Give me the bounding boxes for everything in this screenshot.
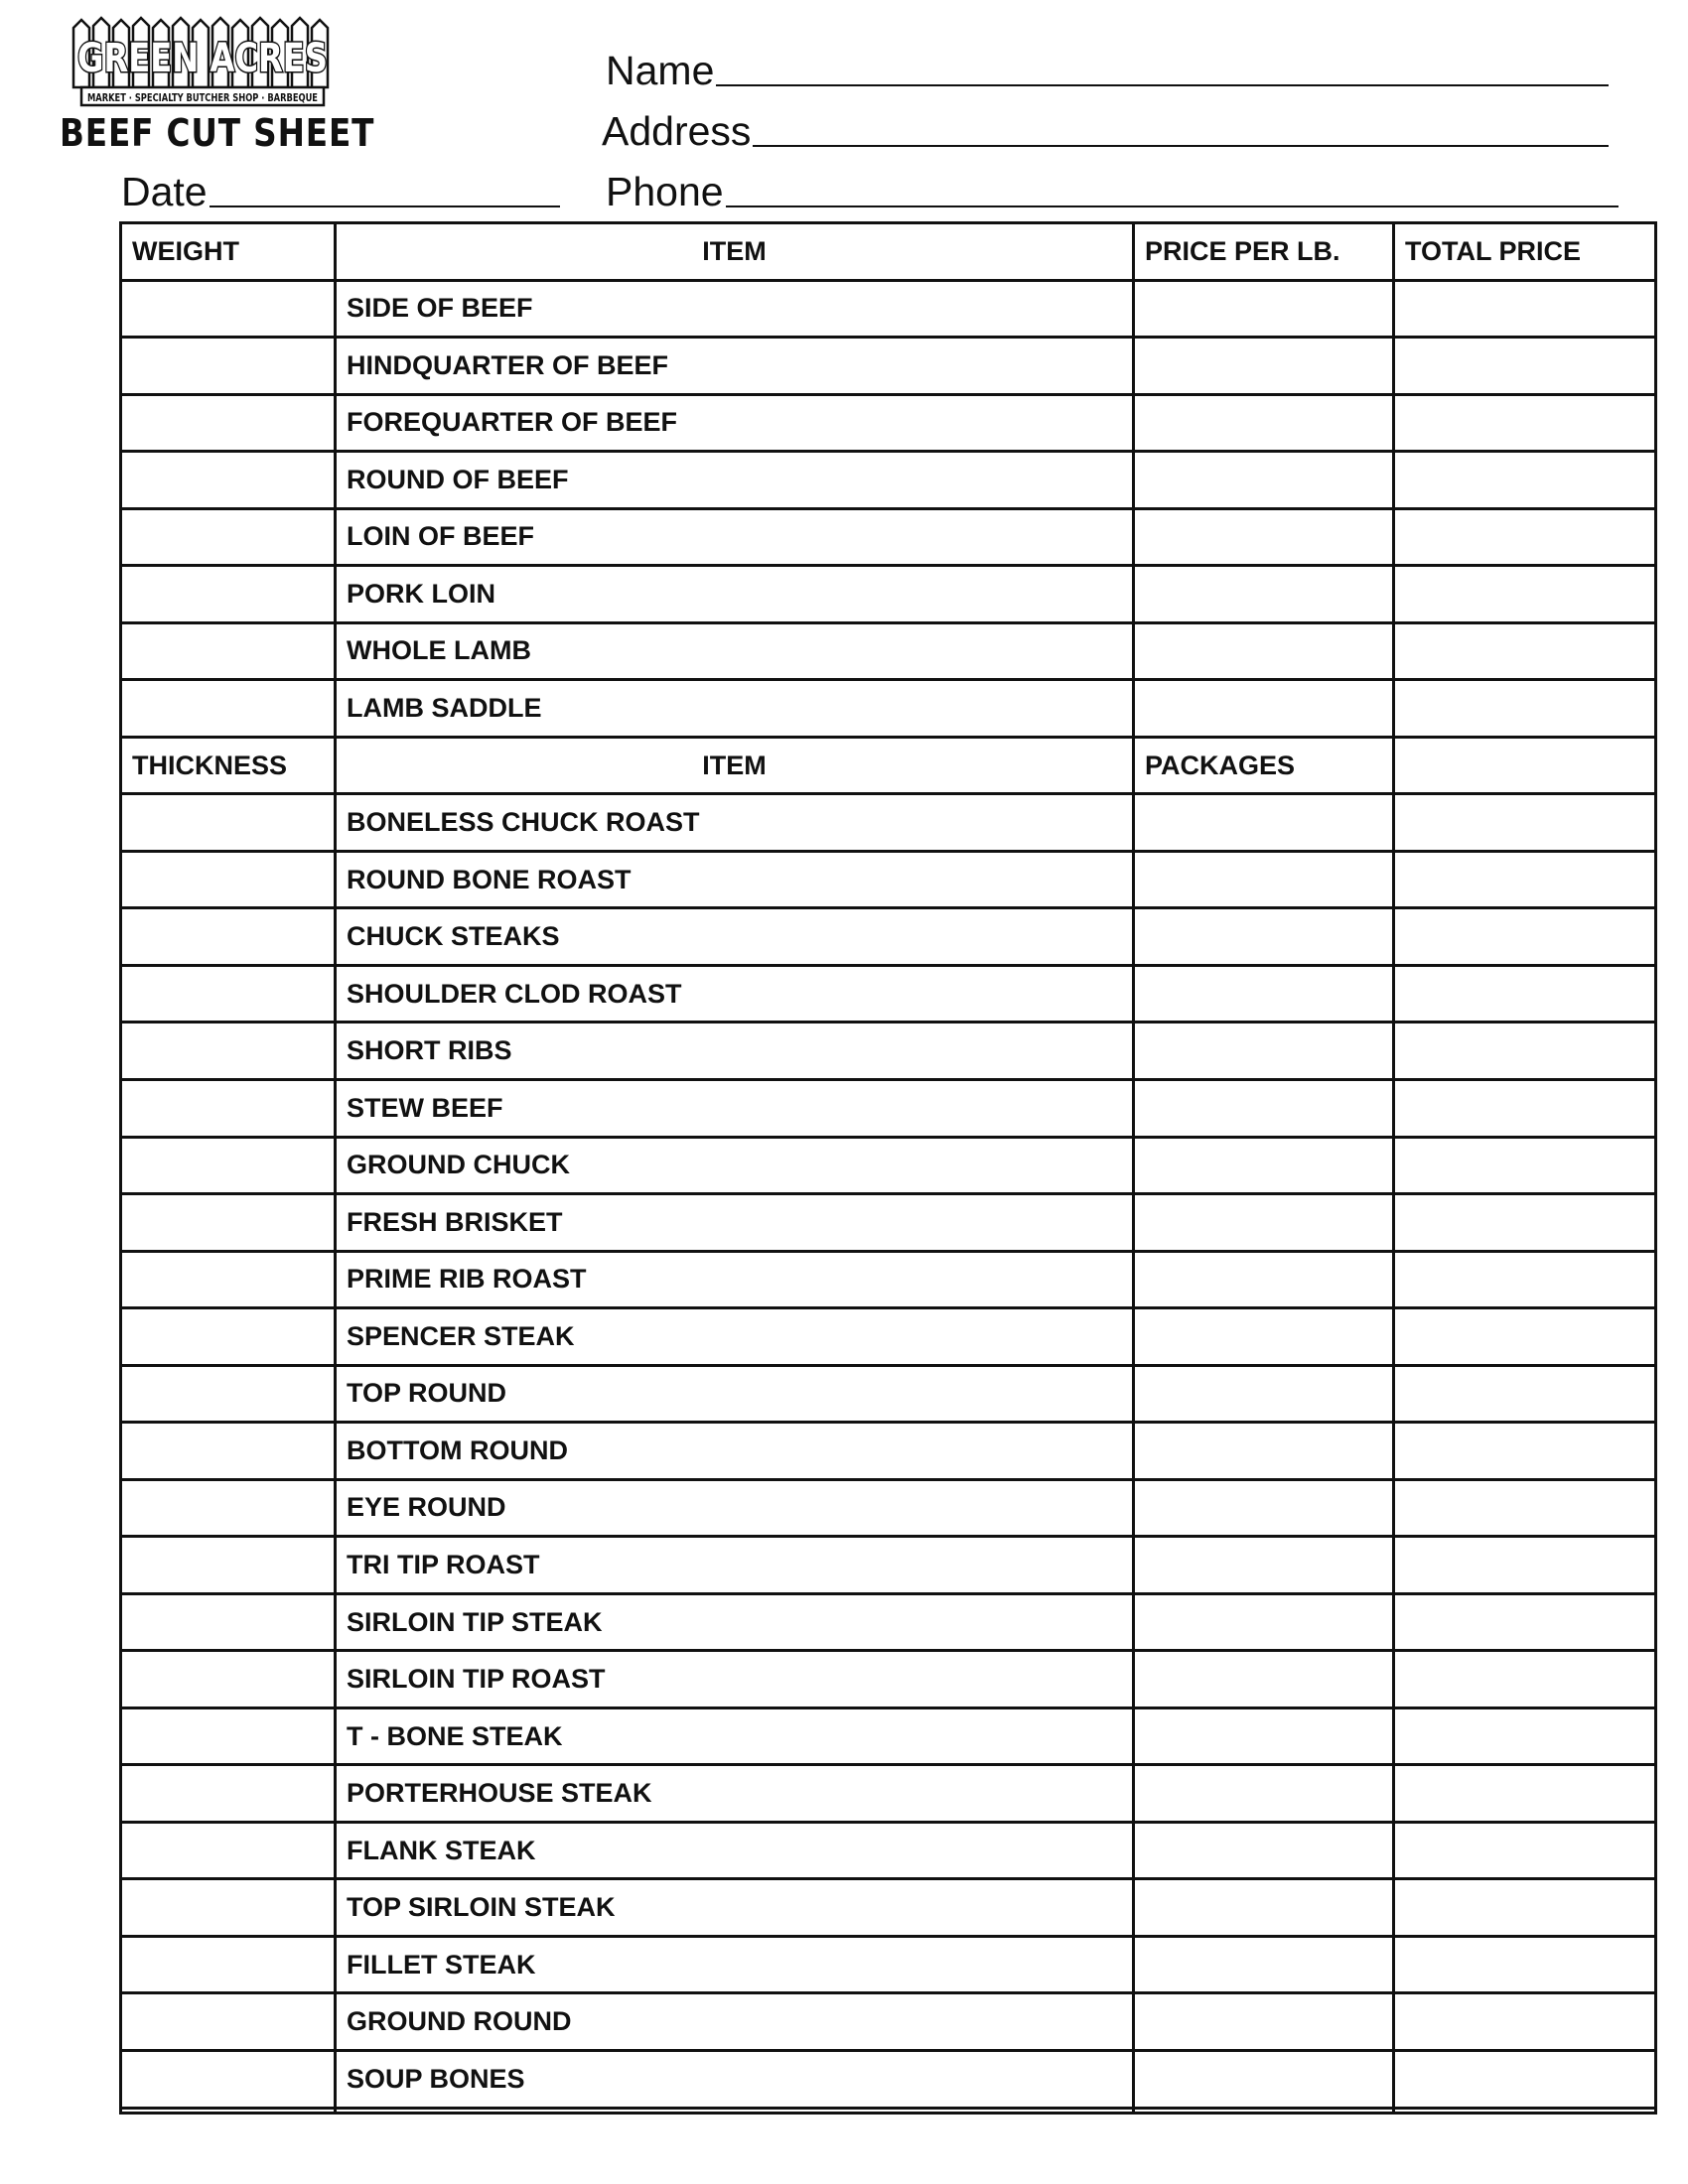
extra-cell[interactable]: [1394, 965, 1656, 1023]
thickness-cell[interactable]: [121, 1822, 336, 1879]
extra-cell[interactable]: [1394, 1822, 1656, 1879]
extra-cell[interactable]: [1394, 1537, 1656, 1594]
thickness-cell[interactable]: [121, 1137, 336, 1194]
weight-cell[interactable]: [121, 394, 336, 452]
item-name: SIDE OF BEEF: [336, 280, 1134, 338]
item-name: FILLET STEAK: [336, 1936, 1134, 1993]
total-price-cell[interactable]: [1394, 280, 1656, 338]
thickness-cell[interactable]: [121, 794, 336, 852]
table-row: [121, 566, 1656, 623]
thickness-cell[interactable]: [121, 1079, 336, 1137]
table-row: [121, 394, 1656, 452]
item-name: ROUND OF BEEF: [336, 452, 1134, 509]
name-label: Name: [606, 48, 715, 93]
price-per-lb-cell[interactable]: [1134, 338, 1394, 395]
packages-cell[interactable]: [1134, 1365, 1394, 1423]
table-row: [121, 1993, 1656, 2051]
table-row: [121, 1707, 1656, 1765]
weight-cell[interactable]: [121, 508, 336, 566]
table-row: [121, 1023, 1656, 1080]
thickness-cell[interactable]: [121, 1993, 336, 2051]
date-field[interactable]: [121, 167, 560, 216]
packages-cell[interactable]: [1134, 1079, 1394, 1137]
packages-cell[interactable]: [1134, 2108, 1394, 2113]
table-row: [121, 851, 1656, 908]
weight-cell[interactable]: [121, 280, 336, 338]
extra-cell[interactable]: [1394, 2051, 1656, 2109]
logo-wordmark: GREEN ACRES: [77, 36, 328, 81]
item-name: PORK LOIN: [336, 566, 1134, 623]
fence-logo-icon: [68, 14, 338, 111]
thickness-cell[interactable]: [121, 2108, 336, 2113]
extra-cell[interactable]: [1394, 1993, 1656, 2051]
extra-cell[interactable]: [1394, 1023, 1656, 1080]
table-row: [121, 680, 1656, 738]
price-per-lb-cell[interactable]: [1134, 394, 1394, 452]
phone-line[interactable]: [726, 205, 1618, 207]
cut-sheet-table: [119, 221, 1654, 2115]
packages-cell[interactable]: [1134, 1765, 1394, 1823]
table-row: [121, 1879, 1656, 1937]
weight-cell[interactable]: [121, 680, 336, 738]
thickness-cell[interactable]: [121, 965, 336, 1023]
table-row: [121, 1423, 1656, 1480]
thickness-cell[interactable]: [121, 1765, 336, 1823]
item-name: FLANK STEAK: [336, 1822, 1134, 1879]
extra-cell[interactable]: [1394, 1593, 1656, 1651]
price-per-lb-cell[interactable]: [1134, 280, 1394, 338]
extra-cell[interactable]: [1394, 1765, 1656, 1823]
table-row: [121, 794, 1656, 852]
thickness-cell[interactable]: [121, 2051, 336, 2109]
extra-cell[interactable]: [1394, 1308, 1656, 1366]
header-item: ITEM: [336, 737, 1134, 794]
item-name: BONELESS CHUCK ROAST: [336, 794, 1134, 852]
item-name: TOP ROUND: [336, 1365, 1134, 1423]
extra-cell[interactable]: [1394, 1479, 1656, 1537]
header-extra: [1394, 737, 1656, 794]
logo-tagline: MARKET · SPECIALTY BUTCHER SHOP · BARBEQUE: [87, 92, 318, 104]
thickness-cell[interactable]: [121, 1251, 336, 1308]
packages-cell[interactable]: [1134, 1137, 1394, 1194]
total-price-cell[interactable]: [1394, 622, 1656, 680]
table-row: [121, 1137, 1656, 1194]
packages-cell[interactable]: [1134, 1194, 1394, 1252]
extra-cell[interactable]: [1394, 851, 1656, 908]
thickness-cell[interactable]: [121, 1707, 336, 1765]
table-row: [121, 965, 1656, 1023]
total-price-cell[interactable]: [1394, 452, 1656, 509]
packages-cell[interactable]: [1134, 1707, 1394, 1765]
packages-cell[interactable]: [1134, 1479, 1394, 1537]
address-field[interactable]: [602, 106, 1609, 156]
date-line[interactable]: [210, 205, 560, 207]
thickness-cell[interactable]: [121, 1023, 336, 1080]
item-name: SIRLOIN TIP STEAK: [336, 1593, 1134, 1651]
packages-cell[interactable]: [1134, 1593, 1394, 1651]
weight-cell[interactable]: [121, 452, 336, 509]
packages-cell[interactable]: [1134, 1651, 1394, 1708]
item-name: [336, 2108, 1134, 2113]
thickness-cell[interactable]: [121, 1879, 336, 1937]
table-row: [121, 1251, 1656, 1308]
table-row: [121, 1537, 1656, 1594]
price-per-lb-cell[interactable]: [1134, 680, 1394, 738]
item-name: TRI TIP ROAST: [336, 1537, 1134, 1594]
price-per-lb-cell[interactable]: [1134, 566, 1394, 623]
phone-field[interactable]: [606, 167, 1618, 216]
cut-sheet-table-body: [121, 223, 1656, 2114]
table-row: [121, 908, 1656, 966]
table-row: [121, 2051, 1656, 2109]
total-price-cell[interactable]: [1394, 508, 1656, 566]
packages-cell[interactable]: [1134, 908, 1394, 966]
packages-cell[interactable]: [1134, 1879, 1394, 1937]
thickness-cell[interactable]: [121, 1936, 336, 1993]
header-weight: WEIGHT: [121, 223, 336, 281]
item-name: STEW BEEF: [336, 1079, 1134, 1137]
item-name: TOP SIRLOIN STEAK: [336, 1879, 1134, 1937]
extra-cell[interactable]: [1394, 1251, 1656, 1308]
thickness-cell[interactable]: [121, 851, 336, 908]
packages-cell[interactable]: [1134, 794, 1394, 852]
table-row: [121, 338, 1656, 395]
extra-cell[interactable]: [1394, 2108, 1656, 2113]
table-row: [121, 1079, 1656, 1137]
thickness-cell[interactable]: [121, 908, 336, 966]
extra-cell[interactable]: [1394, 1423, 1656, 1480]
item-name: FRESH BRISKET: [336, 1194, 1134, 1252]
thickness-cell[interactable]: [121, 1194, 336, 1252]
address-line[interactable]: [753, 145, 1609, 147]
total-price-cell[interactable]: [1394, 680, 1656, 738]
header-packages: PACKAGES: [1134, 737, 1394, 794]
table-row: [121, 1308, 1656, 1366]
date-label: Date: [121, 169, 208, 214]
extra-cell[interactable]: [1394, 1707, 1656, 1765]
weight-cell[interactable]: [121, 622, 336, 680]
sheet-title: BEEF CUT SHEET: [60, 111, 375, 155]
item-name: ROUND BONE ROAST: [336, 851, 1134, 908]
packages-cell[interactable]: [1134, 1936, 1394, 1993]
name-line[interactable]: [716, 84, 1609, 86]
section2-header-row: [121, 737, 1656, 794]
item-name: SIRLOIN TIP ROAST: [336, 1651, 1134, 1708]
item-name: FOREQUARTER OF BEEF: [336, 394, 1134, 452]
extra-cell[interactable]: [1394, 1079, 1656, 1137]
extra-cell[interactable]: [1394, 908, 1656, 966]
item-name: SPENCER STEAK: [336, 1308, 1134, 1366]
item-name: GROUND CHUCK: [336, 1137, 1134, 1194]
price-per-lb-cell[interactable]: [1134, 508, 1394, 566]
packages-cell[interactable]: [1134, 1251, 1394, 1308]
packages-cell[interactable]: [1134, 1308, 1394, 1366]
extra-cell[interactable]: [1394, 1651, 1656, 1708]
price-per-lb-cell[interactable]: [1134, 622, 1394, 680]
packages-cell[interactable]: [1134, 1023, 1394, 1080]
packages-cell[interactable]: [1134, 1993, 1394, 2051]
table-row: [121, 1593, 1656, 1651]
table-row: [121, 452, 1656, 509]
extra-cell[interactable]: [1394, 1365, 1656, 1423]
weight-cell[interactable]: [121, 566, 336, 623]
item-name: WHOLE LAMB: [336, 622, 1134, 680]
packages-cell[interactable]: [1134, 1537, 1394, 1594]
table-row: [121, 622, 1656, 680]
extra-cell[interactable]: [1394, 1194, 1656, 1252]
table-row: [121, 1936, 1656, 1993]
thickness-cell[interactable]: [121, 1651, 336, 1708]
extra-cell[interactable]: [1394, 1137, 1656, 1194]
header-item: ITEM: [336, 223, 1134, 281]
thickness-cell[interactable]: [121, 1308, 336, 1366]
section1-header-row: [121, 223, 1656, 281]
table-row: [121, 1651, 1656, 1708]
item-name: HINDQUARTER OF BEEF: [336, 338, 1134, 395]
item-name: SHORT RIBS: [336, 1023, 1134, 1080]
item-name: PORTERHOUSE STEAK: [336, 1765, 1134, 1823]
packages-cell[interactable]: [1134, 851, 1394, 908]
table-row: [121, 2108, 1656, 2113]
item-name: GROUND ROUND: [336, 1993, 1134, 2051]
table-row: [121, 508, 1656, 566]
item-name: LAMB SADDLE: [336, 680, 1134, 738]
table-row: [121, 1194, 1656, 1252]
weight-cell[interactable]: [121, 338, 336, 395]
table-row: [121, 1765, 1656, 1823]
name-field[interactable]: [606, 46, 1609, 95]
header-total-price: TOTAL PRICE: [1394, 223, 1656, 281]
thickness-cell[interactable]: [121, 1593, 336, 1651]
item-name: T - BONE STEAK: [336, 1707, 1134, 1765]
item-name: LOIN OF BEEF: [336, 508, 1134, 566]
packages-cell[interactable]: [1134, 2051, 1394, 2109]
packages-cell[interactable]: [1134, 1423, 1394, 1480]
table-row: [121, 280, 1656, 338]
item-name: EYE ROUND: [336, 1479, 1134, 1537]
thickness-cell[interactable]: [121, 1365, 336, 1423]
packages-cell[interactable]: [1134, 1822, 1394, 1879]
header-thickness: THICKNESS: [121, 737, 336, 794]
thickness-cell[interactable]: [121, 1423, 336, 1480]
table-row: [121, 1479, 1656, 1537]
item-name: SHOULDER CLOD ROAST: [336, 965, 1134, 1023]
item-name: SOUP BONES: [336, 2051, 1134, 2109]
extra-cell[interactable]: [1394, 1879, 1656, 1937]
phone-label: Phone: [606, 169, 724, 214]
table-row: [121, 1822, 1656, 1879]
green-acres-logo: [68, 14, 338, 111]
table-row: [121, 1365, 1656, 1423]
total-price-cell[interactable]: [1394, 566, 1656, 623]
item-name: BOTTOM ROUND: [336, 1423, 1134, 1480]
item-name: CHUCK STEAKS: [336, 908, 1134, 966]
header-price-per-lb: PRICE PER LB.: [1134, 223, 1394, 281]
price-per-lb-cell[interactable]: [1134, 452, 1394, 509]
packages-cell[interactable]: [1134, 965, 1394, 1023]
item-name: PRIME RIB ROAST: [336, 1251, 1134, 1308]
thickness-cell[interactable]: [121, 1537, 336, 1594]
address-label: Address: [602, 108, 752, 154]
total-price-cell[interactable]: [1394, 394, 1656, 452]
extra-cell[interactable]: [1394, 1936, 1656, 1993]
extra-cell[interactable]: [1394, 794, 1656, 852]
thickness-cell[interactable]: [121, 1479, 336, 1537]
total-price-cell[interactable]: [1394, 338, 1656, 395]
